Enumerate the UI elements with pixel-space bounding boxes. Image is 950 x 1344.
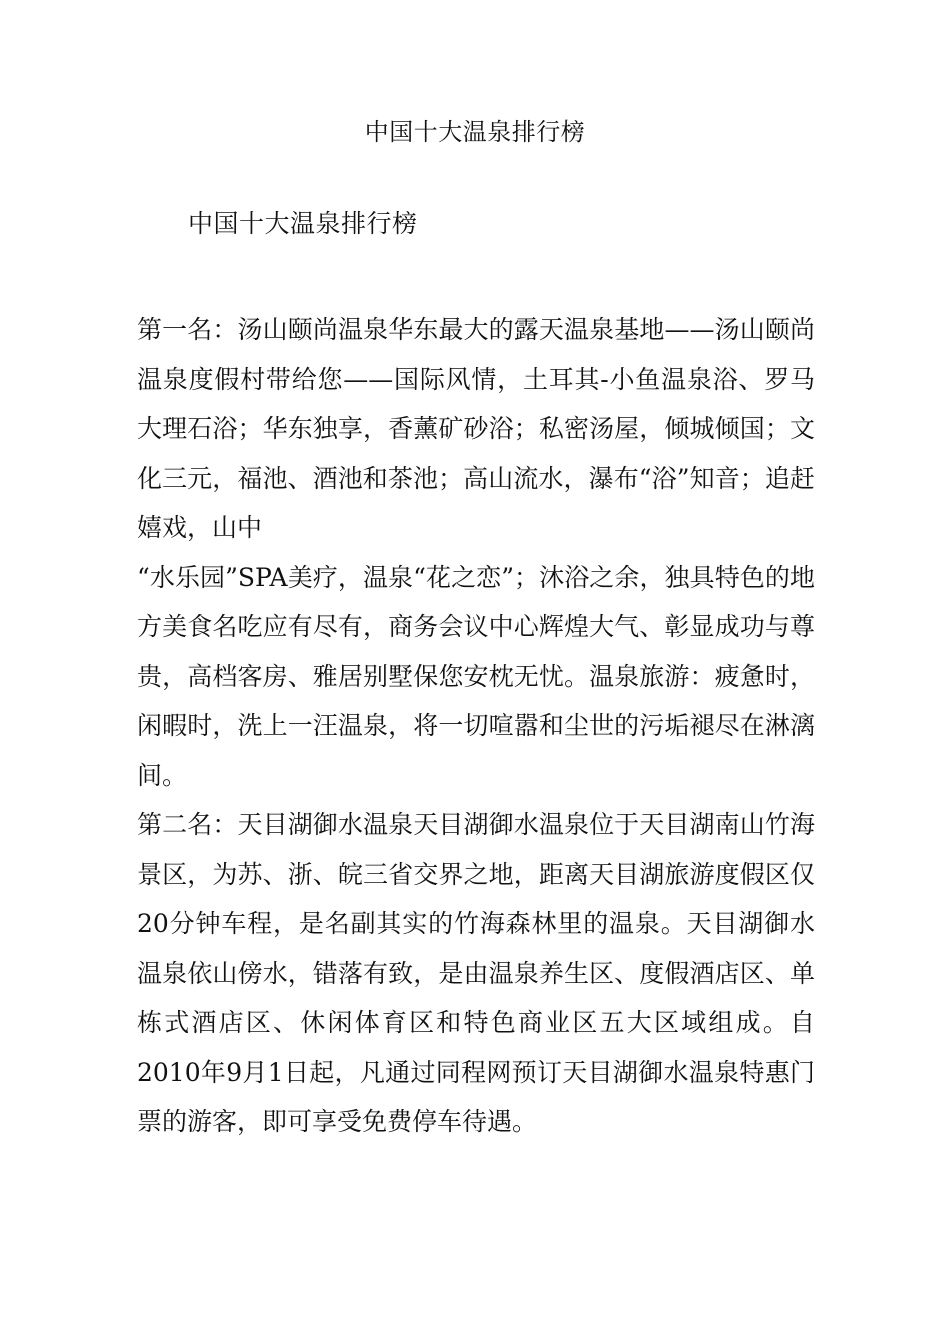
paragraph-rank-1-continued: “水乐园”SPA美疗，温泉“花之恋”；沐浴之余，独具特色的地方美食名吃应有尽有，商务会议中心辉煌大气、彰显成功与尊贵，高档客房、雅居别墅保您安枕无忧。温泉旅游：疲惫时，闲暇时，洗上一汪温泉，将一切喧嚣和尘世的污垢褪尽在淋漓间。 — [137, 562, 815, 790]
paragraph-rank-2: 第二名：天目湖御水温泉天目湖御水温泉位于天目湖南山竹海景区，为苏、浙、皖三省交界之地，距离天目湖旅游度假区仅20分钟车程，是名副其实的竹海森林里的温泉。天目湖御水温泉依山傍水，错落有致，是由温泉养生区、度假酒店区、单栋式酒店区、休闲体育区和特色商业区五大区域组成。自2010年9月1日起，凡通过同程网预订天目湖御水温泉特惠门票的游客，即可享受免费停车待遇。 — [137, 810, 815, 1136]
document-title: 中国十大温泉排行榜 — [364, 118, 586, 146]
paragraph-rank-1: 第一名：汤山颐尚温泉华东最大的露天温泉基地——汤山颐尚温泉度假村带给您——国际风情，土耳其-小鱼温泉浴、罗马大理石浴；华东独享，香薰矿砂浴；私密汤屋，倾城倾国；文化三元，福池、酒池和茶池；高山流水，瀑布“浴”知音；追赶嬉戏，山中 — [137, 315, 815, 542]
document-subtitle: 中国十大温泉排行榜 — [188, 209, 418, 238]
document-body — [137, 305, 815, 1147]
